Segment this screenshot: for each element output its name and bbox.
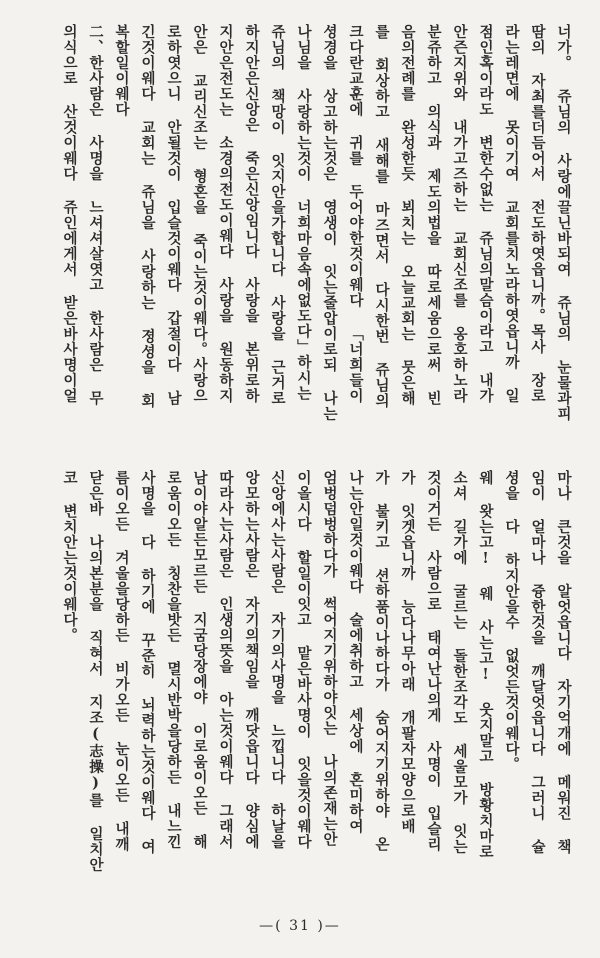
- text-column: 것이거든 사람으로 태여난나의게 사명이 입슬리: [425, 470, 442, 852]
- text-column: 지안은전도는 소경의전도이웨다 사랑을 원동하지: [217, 24, 234, 404]
- text-column: 이올시다 할일이잇고 맡은바사명이 잇을것이웨다: [295, 470, 312, 850]
- text-column: 쥬님의 책망이 잇지안을가합니다 사랑을 근거로: [269, 24, 286, 406]
- text-column: 따라사는사람은 인생의뜻을 아는것이웨다 그래서: [217, 470, 234, 850]
- text-column: 웨 왓는고! 웨 사는고! 웃지말고 방황치마로: [477, 470, 494, 860]
- text-column: 임이 얼마나 즁한것을 깨달엇읍니다 그러니 슐: [529, 470, 546, 855]
- text-column: 로하엿으니 안될것이 입슬것이웨다 갑절이다 남: [165, 24, 182, 406]
- text-column: 닫은바 나의본분을 직혀서 지조(志操)를 일치안: [87, 470, 104, 873]
- text-column: 二、한사람은 사명을 느셔셔살엿고 한사람은 무: [87, 24, 104, 406]
- text-column: 사명을 다 하기에 꾸준히 뇌력하는것이웨다 여: [139, 470, 156, 855]
- text-block-top: [60, 24, 572, 454]
- text-column: 분쥬하고 의식과 제도의법을 따로세움으로써 빈: [425, 24, 442, 406]
- text-column: 가 불키고 션하품이나하다가 숨어지기위하야 온: [373, 470, 390, 852]
- text-column: 땀의 자최를더듬어서 전도하엿읍니까。목사 장로: [529, 24, 546, 404]
- text-column: 나님을 사랑하는것이 너희마음속에없도다」하시는: [295, 24, 312, 401]
- text-column: 의식으로 산것이웨다 쥬인에게서 받은바사명이얼: [61, 24, 78, 404]
- page-number: —( 31 )—: [259, 918, 341, 934]
- text-column: 음의전례를 완성한듯 뵈치는 오늘교회는 뭇은해: [399, 24, 416, 406]
- text-column: 복할일이웨다: [113, 24, 130, 117]
- text-column: 크다란교훈에 귀를 두어야한것이웨다 「너희들이: [347, 24, 364, 404]
- text-column: 엄벙덤벙하다가 썩어지기위하야잇는 나의존재는안: [321, 470, 338, 847]
- text-column: 앙모하는사람은 자기의책임을 깨닷읍니다 양심에: [243, 470, 260, 850]
- text-block-bottom: [60, 470, 572, 900]
- text-column: 를 회상하고 새해를 마즈면서 다시한번 쥬님의: [373, 24, 390, 409]
- text-column: 름이오든 겨울을당하든 비가오든 눈이오든 내깨: [113, 470, 130, 852]
- text-column: 하지안은신앙은 죽은신앙임니다 사랑을 본위로하: [243, 24, 260, 404]
- text-column: 나는안일것이웨다 술에취하고 세상에 혼미하여: [347, 470, 364, 834]
- text-column: 셩을 다 하지안을수 없엇든것이웨다。: [503, 470, 520, 772]
- text-column: 셩경을 상고하는것은 영생이 잇는줄압이로되 나는: [321, 24, 338, 422]
- text-column: 코 변치안는것이웨다。: [61, 470, 78, 643]
- text-column: 소셔 길가에 굴르는 돌한조각도 세울모가 잇는: [451, 470, 468, 855]
- text-column: 마나 큰것을 알엇읍니다 자기억개에 메워진 책: [555, 470, 572, 855]
- text-column: 신앙에사는사람은 자기의사명을 느낍니다 하날을: [269, 470, 286, 850]
- text-column: 라는레면에 못이기여 교회를치노라하엿읍니까 일: [503, 24, 520, 404]
- text-column: 남이야알든모르든 지굼당장에야 이로움이오든 해: [191, 470, 208, 850]
- text-column: 안즌지위와 내가고즈하는 교회신조를 옹호하노라: [451, 24, 468, 404]
- text-column: 너가。 쥬님의 사랑에끌닌바되여 쥬님의 눈물과피: [555, 24, 572, 422]
- text-column: 가 잇겟읍니까 능다나무아래 개팔자모양으로배: [399, 470, 416, 834]
- text-column: 로움이오든 칭찬을밧든 멸시반박을당하든 내느낀: [165, 470, 182, 850]
- text-column: 점인혹이라도 변한수없는 쥬님의말슴이라고 내가: [477, 24, 494, 404]
- text-column: 긴것이웨다 교회는 쥬님을 사랑하는 졍셩을 회: [139, 24, 156, 409]
- text-column: 안은 교리신조는 형혼을 죽이는것이웨다。사랑으: [191, 24, 208, 404]
